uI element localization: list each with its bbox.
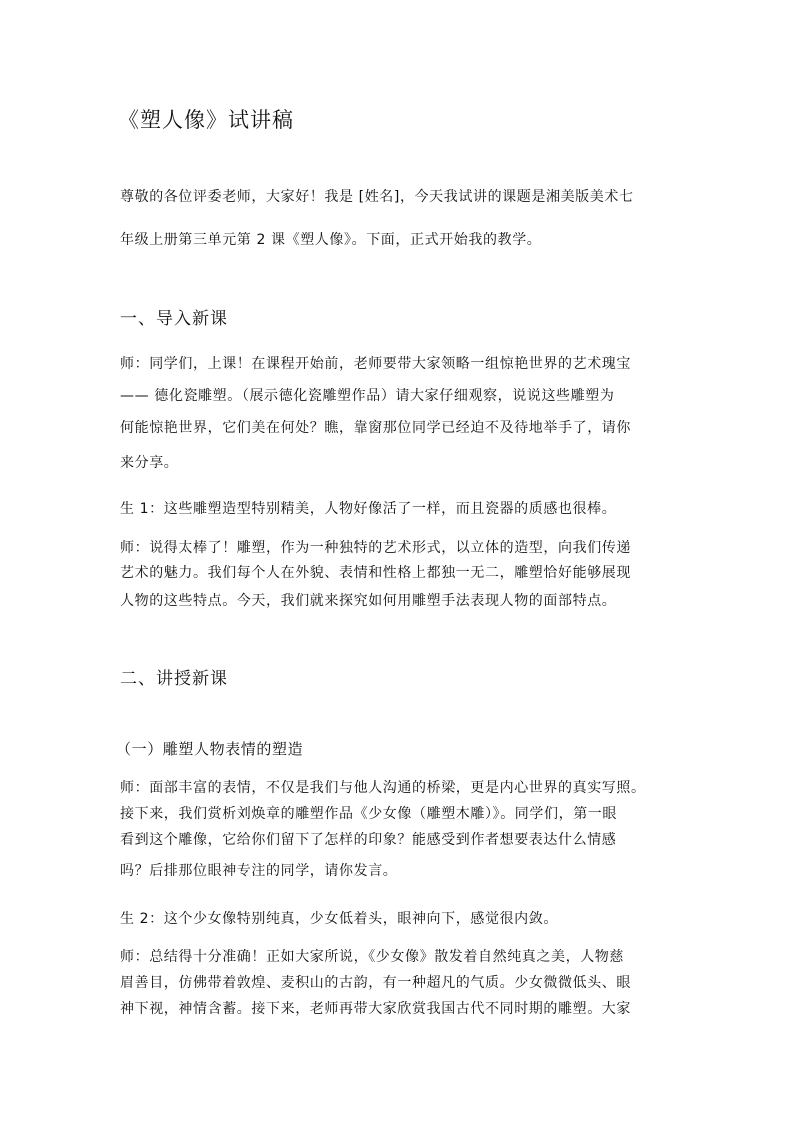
paragraph-line: 眉善目，仿佛带着敦煌、麦积山的古韵，有一种超凡的气质。少女微微低头、眼: [120, 975, 631, 991]
section-heading: 二、讲授新课: [120, 669, 228, 689]
paragraph-line: 师：总结得十分准确！正如大家所说，《少女像》散发着自然纯真之美，人物慈: [120, 949, 624, 965]
intro-line: 尊敬的各位评委老师，大家好！我是 [姓名]，今天我试讲的课题是湘美版美术七: [120, 189, 634, 205]
paragraph-line: 生 1：这些雕塑造型特别精美，人物好像活了一样，而且瓷器的质感也很棒。: [120, 501, 617, 517]
paragraph-line: 接下来，我们赏析刘焕章的雕塑作品《少女像（雕塑木雕）》。同学们，第一眼: [120, 806, 617, 822]
paragraph-line: 来分享。: [120, 455, 179, 471]
paragraph-line: —— 德化瓷雕塑。（展示德化瓷雕塑作品）请大家仔细观察，说说这些雕塑为: [120, 388, 615, 404]
paragraph-line: 艺术的魅力。我们每个人在外貌、表情和性格上都独一无二，雕塑恰好能够展现: [120, 565, 631, 581]
subsection-heading: （一）雕塑人物表情的塑造: [116, 740, 304, 758]
paragraph-line: 师：说得太棒了！雕塑，作为一种独特的艺术形式，以立体的造型，向我们传递: [120, 540, 631, 556]
intro-line: 年级上册第三单元第 2 课《塑人像》。下面，正式开始我的教学。: [120, 232, 542, 248]
paragraph-line: 师：同学们，上课！在课程开始前，老师要带大家领略一组惊艳世界的艺术瑰宝: [120, 356, 631, 372]
paragraph-line: 神下视，神情含蓄。接下来，老师再带大家欣赏我国古代不同时期的雕塑。大家: [120, 1001, 631, 1017]
section-heading: 一、导入新课: [120, 309, 228, 329]
document-title: 《塑人像》试讲稿: [118, 108, 294, 132]
paragraph-line: 看到这个雕像，它给你们留下了怎样的印象？能感受到作者想要表达什么情感: [120, 832, 617, 848]
paragraph-line: 吗？后排那位眼神专注的同学，请你发言。: [120, 863, 398, 879]
paragraph-line: 人物的这些特点。今天，我们就来探究如何用雕塑手法表现人物的面部特点。: [120, 593, 617, 609]
paragraph-line: 师：面部丰富的表情，不仅是我们与他人沟通的桥梁，更是内心世界的真实写照。: [120, 780, 646, 796]
paragraph-line: 何能惊艳世界，它们美在何处？瞧，靠窗那位同学已经迫不及待地举手了，请你: [120, 420, 631, 436]
paragraph-line: 生 2：这个少女像特别纯真，少女低着头，眼神向下，感觉很内敛。: [120, 911, 558, 927]
